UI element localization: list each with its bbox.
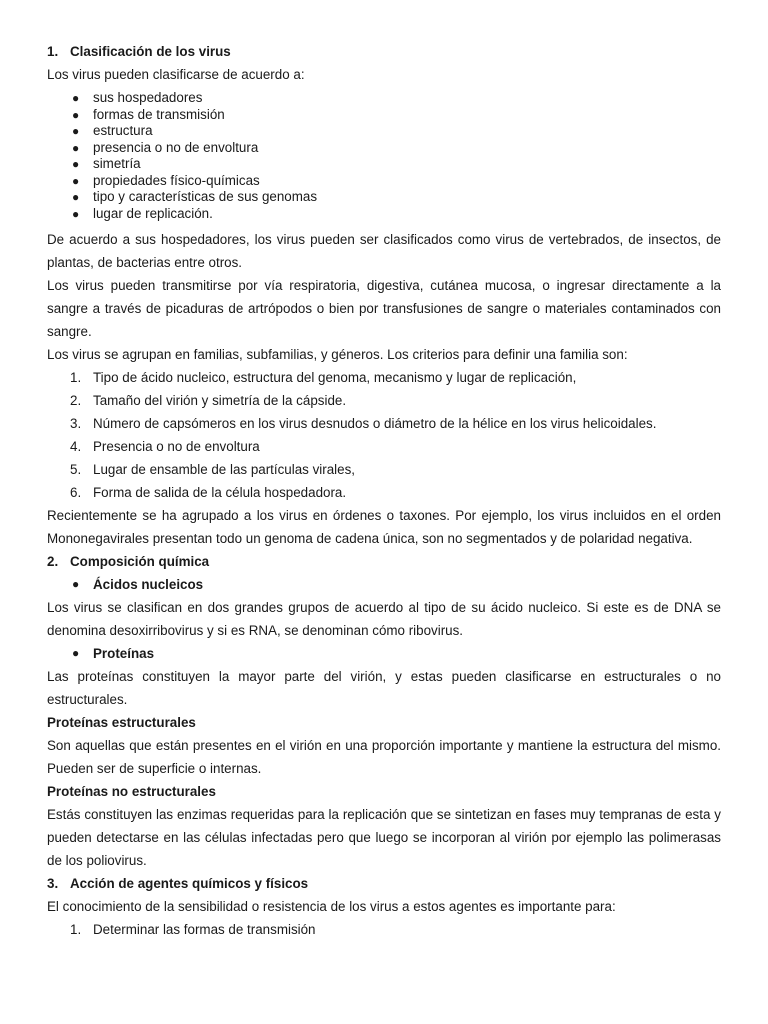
bullet-icon: ● — [72, 206, 80, 221]
bullet-icon: ● — [72, 107, 80, 122]
numbered-list — [47, 918, 721, 941]
list-item: 3. Número de capsómeros en los virus desnudos o diámetro de la hélice en los virus helicoidales. — [70, 416, 657, 431]
bullet-icon: ● — [72, 190, 80, 204]
paragraph: Los virus se clasifican en dos grandes grupos de acuerdo al tipo de su ácido nucleico. Si este es de DNA se denomina desoxirribovirus y si es RNA, se denominan cómo ribovirus. — [47, 600, 721, 638]
numbered-list — [47, 366, 721, 504]
section-number: 2. — [47, 554, 59, 569]
list-item: ● propiedades físico-químicas — [47, 173, 721, 190]
paragraph: Los virus se agrupan en familias, subfamilias, y géneros. Los criterios para definir una familia son: — [47, 347, 628, 362]
list-item: ● lugar de replicación. — [47, 206, 721, 223]
list-item: 1. Tipo de ácido nucleico, estructura del genoma, mecanismo y lugar de replicación, — [70, 370, 577, 385]
section-title: Composición química — [70, 554, 210, 569]
section-title: Acción de agentes químicos y físicos — [70, 876, 309, 891]
list-item: ● estructura — [47, 123, 721, 140]
bullet-icon: ● — [72, 577, 80, 591]
paragraph: Son aquellas que están presentes en el virión en una proporción importante y mantiene la estructura del mismo. Pueden ser de superficie o internas. — [47, 738, 721, 776]
bullet-icon: ● — [72, 157, 80, 171]
paragraph: El conocimiento de la sensibilidad o resistencia de los virus a estos agentes es importante para: — [47, 899, 616, 914]
bullet-icon: ● — [72, 91, 80, 105]
subheading-nonstructural: Proteínas no estructurales — [47, 784, 216, 799]
list-item: ● simetría — [47, 156, 721, 173]
paragraph: Recientemente se ha agrupado a los virus en órdenes o taxones. Por ejemplo, los virus incluidos en el orden Mononegavirales presentan todo un genoma de cadena única, son no segmentados y de polaridad negativa. — [47, 508, 721, 546]
list-item: ● formas de transmisión — [47, 107, 721, 124]
bullet-icon: ● — [72, 124, 80, 138]
section-heading — [47, 550, 721, 573]
paragraph: Los virus pueden clasificarse de acuerdo a: — [47, 67, 305, 82]
paragraph: Estás constituyen las enzimas requeridas para la replicación que se sintetizan en fases muy tempranas de esta y pueden detectarse en las células infectadas pero que luego se incorporan al virión por ejemplo las polimerasas de los poliovirus. — [47, 807, 721, 868]
list-item: 2. Tamaño del virión y simetría de la cápside. — [70, 393, 347, 408]
list-item: 5. Lugar de ensamble de las partículas virales, — [70, 462, 356, 477]
subheading: ● Proteínas — [47, 642, 721, 665]
paragraph: Los virus pueden transmitirse por vía respiratoria, digestiva, cutánea mucosa, o ingresar directamente a la sangre a través de picaduras de artrópodos o bien por transfusiones de sangre o materiales contaminados con sangre. — [47, 278, 721, 339]
bullet-icon: ● — [72, 646, 80, 660]
document-page — [47, 40, 721, 941]
section-number: 1. — [47, 44, 59, 59]
list-item: ● presencia o no de envoltura — [47, 140, 721, 157]
bullet-icon: ● — [72, 173, 80, 188]
section-title: Clasificación de los virus — [70, 44, 231, 59]
bullet-icon: ● — [72, 140, 80, 155]
list-item: ● sus hospedadores — [47, 90, 721, 107]
list-item: ● tipo y características de sus genomas — [47, 189, 721, 206]
subheading-structural: Proteínas estructurales — [47, 715, 196, 730]
list-item: 6. Forma de salida de la célula hospedadora. — [70, 485, 347, 500]
section-number: 3. — [47, 876, 59, 891]
list-item: 1. Determinar las formas de transmisión — [70, 922, 316, 937]
section-heading — [47, 872, 721, 895]
paragraph: De acuerdo a sus hospedadores, los virus pueden ser clasificados como virus de vertebrados, de insectos, de plantas, de bacterias entre otros. — [47, 232, 721, 270]
section-heading — [47, 40, 721, 63]
list-item: 4. Presencia o no de envoltura — [70, 439, 260, 454]
paragraph: Las proteínas constituyen la mayor parte del virión, y estas pueden clasificarse en estructurales o no estructurales. — [47, 669, 721, 707]
bullet-list — [47, 90, 721, 222]
subheading: ● Ácidos nucleicos — [47, 573, 721, 596]
